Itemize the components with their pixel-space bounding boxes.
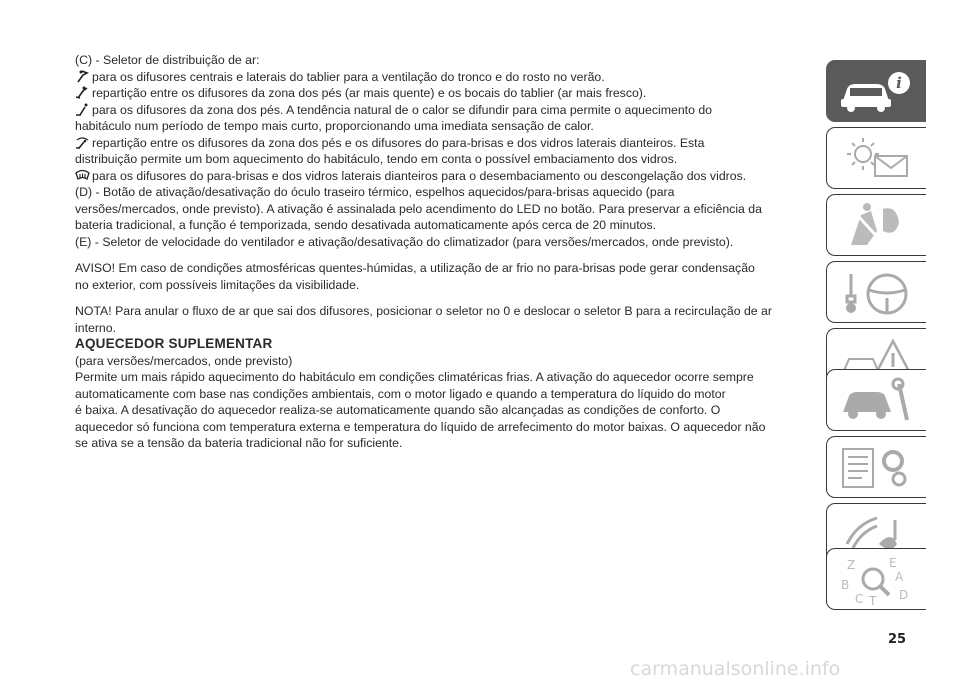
body-line-2: automaticamente com base nas condições ambientais, com o motor ligado e quando a temperatura do líquido do motor <box>75 386 726 401</box>
section-subtitle: (para versões/mercados, onde previsto) <box>75 353 293 368</box>
airflow-face-icon <box>75 70 90 83</box>
mode-face-feet-line: repartição entre os difusores da zona dos pés (ar mais quente) e os bocais do tablier (ar mais fresco). <box>75 85 817 102</box>
airflow-face-feet-icon <box>75 86 90 99</box>
dashboard-lights-icon <box>837 134 917 184</box>
tab-safety[interactable] <box>826 194 926 256</box>
note-line-1: NOTA! Para anular o fluxo de ar que sai dos difusores, posicionar o seletor no 0 e deslocar o seletor B para a recirculação de ar <box>75 304 772 318</box>
mode-feet-line-a: para os difusores da zona dos pés. A tendência natural de o calor se difundir para cima permite o aquecimento do <box>75 102 817 119</box>
svg-text:B: B <box>841 578 850 592</box>
section-heading: AQUECEDOR SUPLEMENTAR <box>75 336 273 351</box>
tab-starting-driving[interactable] <box>826 261 926 323</box>
warning-line-2: no exterior, com possíveis limitações da visibilidade. <box>75 277 360 292</box>
car-info-icon <box>837 67 917 117</box>
button-d-line-3: bateria tradicional, a função é temporizada, sendo desativada automaticamente após cerca de 20 minutos. <box>75 218 657 232</box>
body-line-5: se ativa se a tensão da bateria tradicional não for suficiente. <box>75 436 403 450</box>
airflow-feet-windshield-icon <box>75 136 90 149</box>
airflow-feet-icon <box>75 103 90 116</box>
svg-text:E: E <box>889 556 897 570</box>
body-line-1: Permite um mais rápido aquecimento do habitáculo em condições climatéricas frias. A ativação do aquecedor ocorre sempre <box>75 370 754 384</box>
body-line-3: é baixa. A desativação do aquecedor realiza-se automaticamente quando são alcançadas as condições de conforto. O <box>75 403 721 417</box>
technical-data-icon <box>837 443 917 493</box>
tab-maintenance[interactable] <box>826 369 926 431</box>
button-d-line-1: (D) - Botão de ativação/desativação do óculo traseiro térmico, espelhos aquecidos/para-brisas aquecido (para <box>75 185 675 199</box>
intro-line: (C) - Seletor de distribuição de ar: <box>75 53 260 67</box>
mode-feet-line-b: habitáculo num período de tempo mais curto, proporcionando uma imediata sensação de calor. <box>75 119 594 133</box>
svg-text:A: A <box>895 570 904 584</box>
button-d-line-2: versões/mercados, onde previsto). A ativação é assinalada pelo acendimento do LED no botão. Para preservar a eficiência da <box>75 201 762 216</box>
watermark: carmanualsonline.info <box>630 658 841 680</box>
starting-driving-icon <box>837 268 917 318</box>
svg-text:T: T <box>869 594 877 605</box>
warning-line-1: AVISO! Em caso de condições atmosféricas quentes-húmidas, a utilização de ar frio no para-brisas pode gerar condensação <box>75 261 755 275</box>
svg-text:C: C <box>855 592 864 605</box>
mode-face-line: para os difusores centrais e laterais do tablier para a ventilação do tronco e do rosto no verão. <box>75 69 817 86</box>
mode-feet-windshield-line-b: distribuição permite um bom aquecimento do habitáculo, tendo em conta o possível embaciamento dos vidros. <box>75 152 678 166</box>
note-line-2: interno. <box>75 320 117 335</box>
svg-text:D: D <box>899 588 909 602</box>
maintenance-icon <box>837 376 917 426</box>
body-line-4: aquecedor só funciona com temperatura externa e temperatura do líquido de arrefecimento do motor baixas. O aquecedor não <box>75 419 766 434</box>
tab-technical-data[interactable] <box>826 436 926 498</box>
tab-car-info[interactable] <box>826 60 926 122</box>
tab-dashboard-lights[interactable] <box>826 127 926 189</box>
windshield-defrost-icon <box>75 169 90 182</box>
svg-text:i: i <box>896 74 902 92</box>
mode-defrost-line: para os difusores do para-brisas e dos vidros laterais dianteiros para o desembaciamento ou descongelação dos vidros. <box>75 168 817 185</box>
index-icon <box>837 555 917 605</box>
page-number: 25 <box>888 632 907 647</box>
mode-feet-windshield-line-a: repartição entre os difusores da zona dos pés e os difusores do para-brisas e dos vidros laterais dianteiros. Esta <box>75 135 817 152</box>
selector-e-line: (E) - Seletor de velocidade do ventilador e ativação/desativação do climatizador (para versões/mercados, onde previsto). <box>75 234 734 249</box>
svg-text:Z: Z <box>847 558 856 572</box>
tab-index[interactable] <box>826 548 926 610</box>
safety-airbag-icon <box>837 201 917 251</box>
document-body <box>75 52 817 452</box>
